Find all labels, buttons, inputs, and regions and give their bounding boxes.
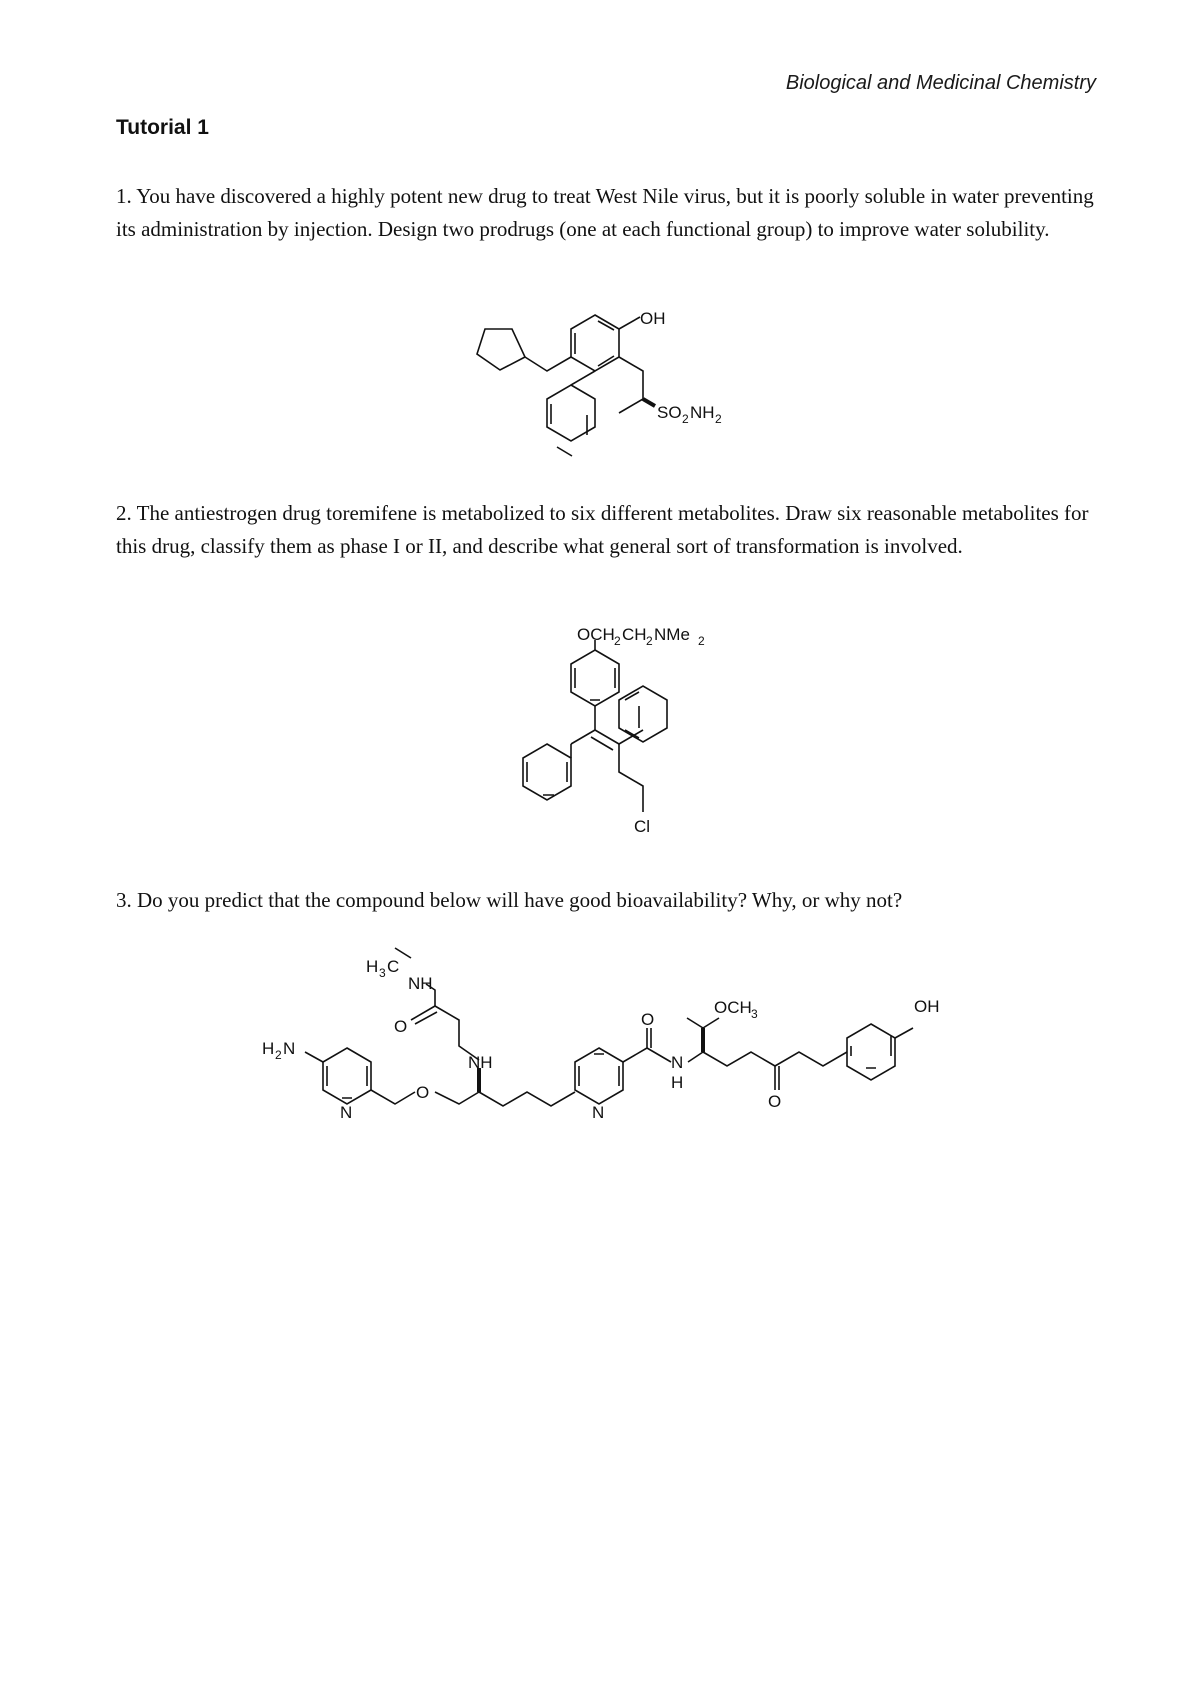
n-pyridine-1: N — [340, 1103, 353, 1122]
h3c-h: H — [366, 957, 379, 976]
so2nh2-sub1: 2 — [682, 412, 689, 426]
toremifene-sub1: 2 — [614, 634, 621, 648]
so2nh2-nh: NH — [690, 403, 715, 422]
nh-mid: NH — [468, 1053, 493, 1072]
och3-sub: 3 — [751, 1007, 758, 1021]
o-ketone: O — [768, 1092, 782, 1111]
h2n-n: N — [283, 1039, 296, 1058]
toremifene-och: OCH — [577, 625, 615, 644]
h3c-c: C — [387, 957, 400, 976]
nh-top: NH — [408, 974, 433, 993]
so2nh2-sub2: 2 — [715, 412, 722, 426]
h2n-h: H — [262, 1039, 275, 1058]
o-amide: O — [394, 1017, 408, 1036]
och3-label: OCH — [714, 998, 752, 1017]
toremifene-cl: Cl — [634, 817, 651, 836]
toremifene-ch: CH — [622, 625, 647, 644]
question-3: 3. Do you predict that the compound below will have good bioavailability? Why, or why not? — [116, 888, 903, 912]
so2nh2-so: SO — [657, 403, 682, 422]
n-pyridine-2: N — [592, 1103, 605, 1122]
h-amide: H — [671, 1073, 684, 1092]
oh-label: OH — [640, 309, 666, 328]
question-2: 2. The antiestrogen drug toremifene is metabolized to six different metabolites. Draw six reasonable metabolites for this drug, classify them as phase I or II, and describe what general sort of transformation is involved. — [116, 501, 1089, 558]
h3c-sub: 3 — [379, 966, 386, 980]
question-1: 1. You have discovered a highly potent new drug to treat West Nile virus, but it is poorly soluble in water preventing its administration by injection. Design two prodrugs (one at each functional group) to improve water solubility. — [116, 184, 1094, 241]
h2n-sub: 2 — [275, 1048, 282, 1062]
toremifene-nme: NMe — [654, 625, 690, 644]
tutorial-title: Tutorial 1 — [116, 116, 209, 139]
o-ether: O — [416, 1083, 430, 1102]
course-header: Biological and Medicinal Chemistry — [785, 72, 1096, 94]
n-amide: N — [671, 1053, 684, 1072]
oh-end: OH — [914, 997, 940, 1016]
toremifene-sub2: 2 — [646, 634, 653, 648]
toremifene-sub3: 2 — [698, 634, 705, 648]
o-carbonyl: O — [641, 1010, 655, 1029]
